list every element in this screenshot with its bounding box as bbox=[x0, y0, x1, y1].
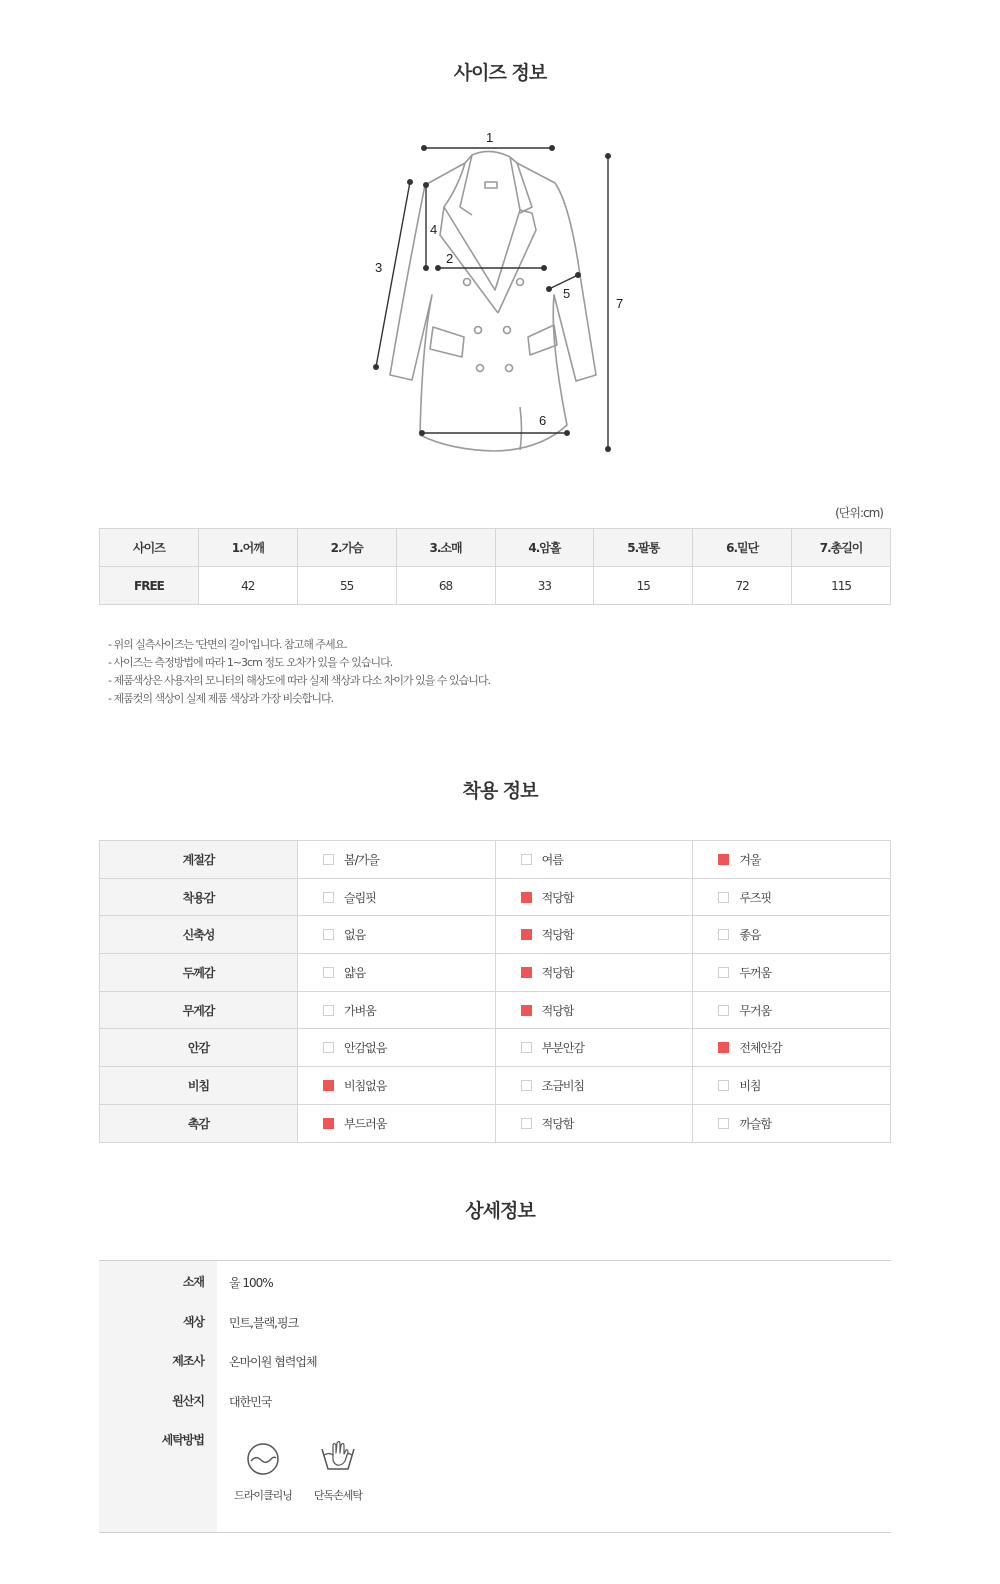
fit-option bbox=[298, 1067, 496, 1105]
measure-label-5: 5 bbox=[563, 286, 571, 301]
size-cell: 15 bbox=[594, 567, 693, 605]
unchecked-box-icon bbox=[323, 967, 334, 978]
fit-option-label: 봄/가을 bbox=[344, 852, 379, 867]
fit-option-label: 겨울 bbox=[739, 852, 761, 867]
fit-option-label: 부분안감 bbox=[541, 1041, 585, 1056]
size-table-header bbox=[100, 529, 891, 567]
unchecked-box-icon bbox=[323, 929, 334, 940]
fit-option-label: 비침없음 bbox=[344, 1078, 387, 1093]
hand-wash-label: 단독손세탁 bbox=[313, 1489, 363, 1502]
fit-option bbox=[693, 1029, 891, 1067]
measure-lines bbox=[376, 148, 608, 449]
size-header-cell: 3.소매 bbox=[396, 529, 495, 567]
fit-option-label: 안감없음 bbox=[344, 1041, 387, 1056]
fit-row-label: 두께감 bbox=[100, 954, 298, 992]
size-cell: 115 bbox=[792, 567, 891, 605]
size-header-cell: 1.어깨 bbox=[198, 529, 297, 567]
fit-row-label: 안감 bbox=[100, 1029, 298, 1067]
size-header-cell: 2.가슴 bbox=[297, 529, 396, 567]
fit-option-label: 적당함 bbox=[541, 928, 574, 943]
fit-option-label: 얇음 bbox=[344, 965, 366, 980]
fit-option bbox=[693, 1104, 891, 1142]
detail-table bbox=[99, 1260, 891, 1533]
note-line: - 위의 실측사이즈는 '단면의 길이'입니다. 참고해 주세요. bbox=[108, 638, 347, 651]
fit-option bbox=[693, 878, 891, 916]
unchecked-box-icon bbox=[718, 1005, 729, 1016]
fit-row bbox=[100, 1104, 891, 1142]
size-header-cell: 5.팔통 bbox=[594, 529, 693, 567]
fit-row-label: 촉감 bbox=[100, 1104, 298, 1142]
checked-box-icon bbox=[521, 1005, 532, 1016]
fit-option-label: 가벼움 bbox=[344, 1003, 376, 1018]
fit-row bbox=[100, 878, 891, 916]
dry-clean-icon bbox=[245, 1441, 281, 1477]
measure-label-7: 7 bbox=[616, 296, 624, 311]
fit-option bbox=[693, 991, 891, 1029]
size-section-title: 사이즈 정보 bbox=[453, 62, 547, 84]
note-line: - 제품색상은 사용자의 모니터의 해상도에 따라 실제 색상과 다소 차이가 있을 수 있습니다. bbox=[108, 674, 490, 687]
measure-label-3: 3 bbox=[375, 260, 383, 275]
unchecked-box-icon bbox=[718, 967, 729, 978]
fit-row-label: 신축성 bbox=[100, 916, 298, 954]
unchecked-box-icon bbox=[521, 854, 532, 865]
detail-label-material: 소재 bbox=[182, 1275, 204, 1289]
coat-outline bbox=[390, 151, 596, 451]
checked-box-icon bbox=[521, 929, 532, 940]
size-header-cell: 사이즈 bbox=[100, 529, 199, 567]
fit-row-label: 계절감 bbox=[100, 841, 298, 879]
fit-option bbox=[298, 878, 496, 916]
note-line: - 사이즈는 측정방법에 따라 1~3cm 정도 오차가 있을 수 있습니다. bbox=[108, 656, 393, 669]
fit-option-label: 적당함 bbox=[541, 1116, 574, 1131]
detail-label-origin: 원산지 bbox=[172, 1394, 204, 1408]
checked-box-icon bbox=[718, 854, 729, 865]
size-cell: 72 bbox=[693, 567, 792, 605]
fit-option-label: 루즈핏 bbox=[739, 890, 772, 905]
unchecked-box-icon bbox=[718, 1080, 729, 1091]
size-notes bbox=[108, 636, 490, 708]
fit-row bbox=[100, 841, 891, 879]
checked-box-icon bbox=[521, 967, 532, 978]
fit-option bbox=[298, 991, 496, 1029]
fit-option bbox=[693, 841, 891, 879]
unchecked-box-icon bbox=[521, 1080, 532, 1091]
fit-row-label: 무게감 bbox=[100, 991, 298, 1029]
fit-row bbox=[100, 1067, 891, 1105]
size-cell: 42 bbox=[198, 567, 297, 605]
fit-option bbox=[298, 1029, 496, 1067]
detail-label-manufacturer: 제조사 bbox=[172, 1354, 204, 1368]
fit-row bbox=[100, 916, 891, 954]
size-cell: 55 bbox=[297, 567, 396, 605]
fit-option-label: 좋음 bbox=[739, 928, 761, 943]
fit-option bbox=[298, 1104, 496, 1142]
detail-label-washing: 세탁방법 bbox=[161, 1433, 204, 1447]
unchecked-box-icon bbox=[521, 1042, 532, 1053]
fit-option bbox=[693, 1067, 891, 1105]
checked-box-icon bbox=[323, 1080, 334, 1091]
unit-label: (단위:cm) bbox=[835, 506, 883, 520]
fit-option-label: 적당함 bbox=[541, 1003, 574, 1018]
unchecked-box-icon bbox=[323, 1042, 334, 1053]
size-cell: FREE bbox=[100, 567, 199, 605]
fit-option bbox=[495, 1067, 693, 1105]
fit-option bbox=[495, 841, 693, 879]
fit-option-label: 조금비침 bbox=[541, 1078, 585, 1093]
size-header-cell: 6.밑단 bbox=[693, 529, 792, 567]
unchecked-box-icon bbox=[323, 854, 334, 865]
checked-box-icon bbox=[323, 1118, 334, 1129]
fit-row-label: 비침 bbox=[100, 1067, 298, 1105]
unchecked-box-icon bbox=[718, 892, 729, 903]
size-header-cell: 4.암홀 bbox=[495, 529, 594, 567]
coat-size-diagram bbox=[360, 125, 640, 460]
fit-option-label: 까슬함 bbox=[739, 1116, 772, 1131]
detail-value-material: 울 100% bbox=[229, 1276, 273, 1290]
fit-row bbox=[100, 991, 891, 1029]
unchecked-box-icon bbox=[521, 1118, 532, 1129]
fit-option bbox=[495, 878, 693, 916]
size-table bbox=[99, 528, 891, 605]
fit-option-label: 여름 bbox=[541, 852, 563, 867]
detail-value-origin: 대한민국 bbox=[229, 1395, 272, 1409]
detail-label-color: 색상 bbox=[182, 1315, 204, 1329]
unchecked-box-icon bbox=[323, 1005, 334, 1016]
hand-wash-icon bbox=[319, 1439, 357, 1477]
fit-option bbox=[495, 916, 693, 954]
size-header-cell: 7.총길이 bbox=[792, 529, 891, 567]
fit-option-label: 부드러움 bbox=[344, 1116, 387, 1131]
unchecked-box-icon bbox=[718, 1118, 729, 1129]
fit-option bbox=[495, 1029, 693, 1067]
fit-table bbox=[99, 840, 891, 1143]
fit-option bbox=[693, 954, 891, 992]
fit-section-title: 착용 정보 bbox=[462, 780, 538, 802]
fit-option bbox=[495, 954, 693, 992]
unchecked-box-icon bbox=[323, 892, 334, 903]
fit-option-label: 전체안감 bbox=[739, 1041, 782, 1056]
checked-box-icon bbox=[521, 892, 532, 903]
fit-option bbox=[693, 916, 891, 954]
size-cell: 33 bbox=[495, 567, 594, 605]
detail-section-title: 상세정보 bbox=[465, 1200, 535, 1222]
fit-row-label: 착용감 bbox=[100, 878, 298, 916]
fit-option-label: 없음 bbox=[344, 928, 366, 943]
fit-option-label: 슬림핏 bbox=[344, 890, 376, 905]
fit-option-label: 비침 bbox=[739, 1078, 761, 1093]
fit-option-label: 무거움 bbox=[739, 1003, 772, 1018]
fit-option bbox=[298, 954, 496, 992]
fit-row bbox=[100, 1029, 891, 1067]
size-table-row bbox=[100, 567, 891, 605]
measure-label-6: 6 bbox=[539, 413, 547, 428]
fit-row bbox=[100, 954, 891, 992]
note-line: - 제품컷의 색상이 실제 제품 색상과 가장 비슷합니다. bbox=[108, 692, 334, 705]
size-cell: 68 bbox=[396, 567, 495, 605]
dry-clean-label: 드라이클리닝 bbox=[234, 1489, 292, 1502]
measure-label-4: 4 bbox=[430, 222, 438, 237]
unchecked-box-icon bbox=[718, 929, 729, 940]
measure-label-2: 2 bbox=[446, 251, 454, 266]
fit-option-label: 적당함 bbox=[541, 890, 574, 905]
measure-label-1: 1 bbox=[486, 130, 494, 145]
fit-option bbox=[298, 916, 496, 954]
fit-option-label: 적당함 bbox=[541, 965, 574, 980]
fit-option-label: 두꺼움 bbox=[739, 965, 772, 980]
checked-box-icon bbox=[718, 1042, 729, 1053]
fit-option bbox=[495, 991, 693, 1029]
fit-option bbox=[298, 841, 496, 879]
fit-option bbox=[495, 1104, 693, 1142]
detail-value-manufacturer: 온마이원 협력업체 bbox=[229, 1355, 317, 1369]
detail-value-color: 민트,블랙,핑크 bbox=[229, 1316, 299, 1330]
